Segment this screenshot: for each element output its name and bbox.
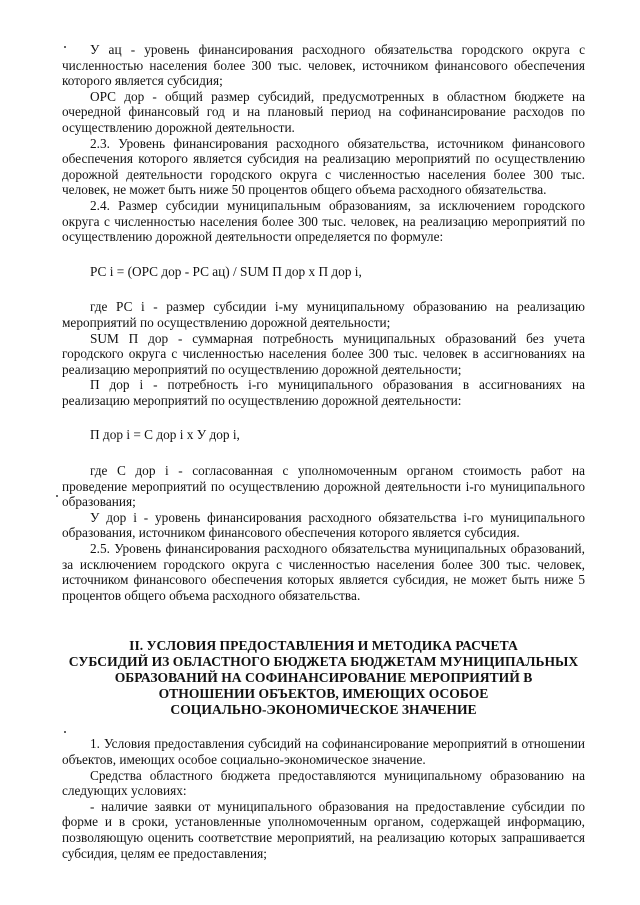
paragraph-application: - наличие заявки от муниципального образования на предоставление субсидии по форме и в сроки, установленные уполномоченным органом, содержащей информацию, позволяющую оценить соответствие мероприятий, на реализацию которых запрашивается субсидия, целям ее предоставления; bbox=[62, 798, 585, 861]
paragraph-2-4: 2.4. Размер субсидии муниципальным образованиям, за исключением городского округа с численностью населения более 300 тыс. человек, на реализацию мероприятий по осуществлению дорожной деятельности определяется по формуле: bbox=[62, 197, 585, 245]
section-heading-line: СОЦИАЛЬНО-ЭКОНОМИЧЕСКОЕ ЗНАЧЕНИЕ bbox=[170, 702, 477, 718]
paragraph-ors-dor: ОРС дор - общий размер субсидий, предусмотренных в областном бюджете на очередной финансовый год и на плановый период на софинансирование расходов по осуществлению дорожной деятельности. bbox=[62, 88, 585, 135]
document-body bbox=[62, 42, 585, 861]
section-heading-line: ОБРАЗОВАНИЙ НА СОФИНАНСИРОВАНИЕ МЕРОПРИЯТИЙ В bbox=[114, 670, 533, 686]
paragraph-funds: Средства областного бюджета предоставляются муниципальному образованию на следующих условиях: bbox=[62, 767, 585, 799]
section-heading-line: II. УСЛОВИЯ ПРЕДОСТАВЛЕНИЯ И МЕТОДИКА РАСЧЕТА bbox=[129, 638, 518, 654]
paragraph-u-ac: У ац - уровень финансирования расходного обязательства городского округа с численностью населения более 300 тыс. человек, источником финансового обеспечения которого является субсидия; bbox=[62, 42, 585, 89]
section-heading-line: СУБСИДИЙ ИЗ ОБЛАСТНОГО БЮДЖЕТА БЮДЖЕТАМ МУНИЦИПАЛЬНЫХ bbox=[68, 654, 579, 670]
paragraph-2-3: 2.3. Уровень финансирования расходного обязательства, источником финансового обеспечения которого является субсидия на реализацию мероприятий по осуществлению дорожной деятельности городского округа с численностью населения более 300 тыс. человек, не может быть ниже 50 процентов общего объема расходного обязательства. bbox=[62, 135, 585, 198]
paragraph-c-dor-i: где С дор i - согласованная с уполномоченным органом стоимость работ на проведение мероприятий по осуществлению дорожной деятельности i-го муниципального образования; bbox=[62, 463, 585, 510]
formula-p-dor-i: П дор i = С дор i x У дор i, bbox=[90, 427, 240, 443]
paragraph-u-dor-i: У дор i - уровень финансирования расходного обязательства i-го муниципального образования, источником финансового обеспечения которого является субсидия. bbox=[62, 509, 585, 541]
section-heading bbox=[62, 638, 585, 718]
section-heading-line: ОТНОШЕНИИ ОБЪЕКТОВ, ИМЕЮЩИХ ОСОБОЕ bbox=[158, 686, 489, 702]
paragraph-2-5: 2.5. Уровень финансирования расходного обязательства муниципальных образований, за исключением городского округа с численностью населения более 300 тыс. человек, источником финансового обеспечения которых является субсидия, не может быть ниже 5 процентов общего объема расходного обязательства. bbox=[62, 541, 585, 603]
paragraph-p-dor-i: П дор i - потребность i-го муниципального образования в ассигнованиях на реализацию мероприятий по осуществлению дорожной деятельности: bbox=[62, 377, 585, 408]
paragraph-sum-p-dor: SUM П дор - суммарная потребность муниципальных образований без учета городского округа с численностью населения более 300 тыс. человек в ассигнованиях на реализацию мероприятий по осуществлению дорожной деятельности; bbox=[62, 330, 585, 377]
paragraph-conditions: 1. Условия предоставления субсидий на софинансирование мероприятий в отношении объектов, имеющих особое социально-экономическое значение. bbox=[62, 736, 585, 767]
formula-subsidy-size: РС i = (ОРС дор - РС ац) / SUM П дор x П дор i, bbox=[90, 263, 362, 279]
scan-speck bbox=[56, 495, 58, 497]
paragraph-rs-i-definition: где РС i - размер субсидии i-му муниципальному образованию на реализацию мероприятий по осуществлению дорожной деятельности; bbox=[62, 299, 585, 330]
